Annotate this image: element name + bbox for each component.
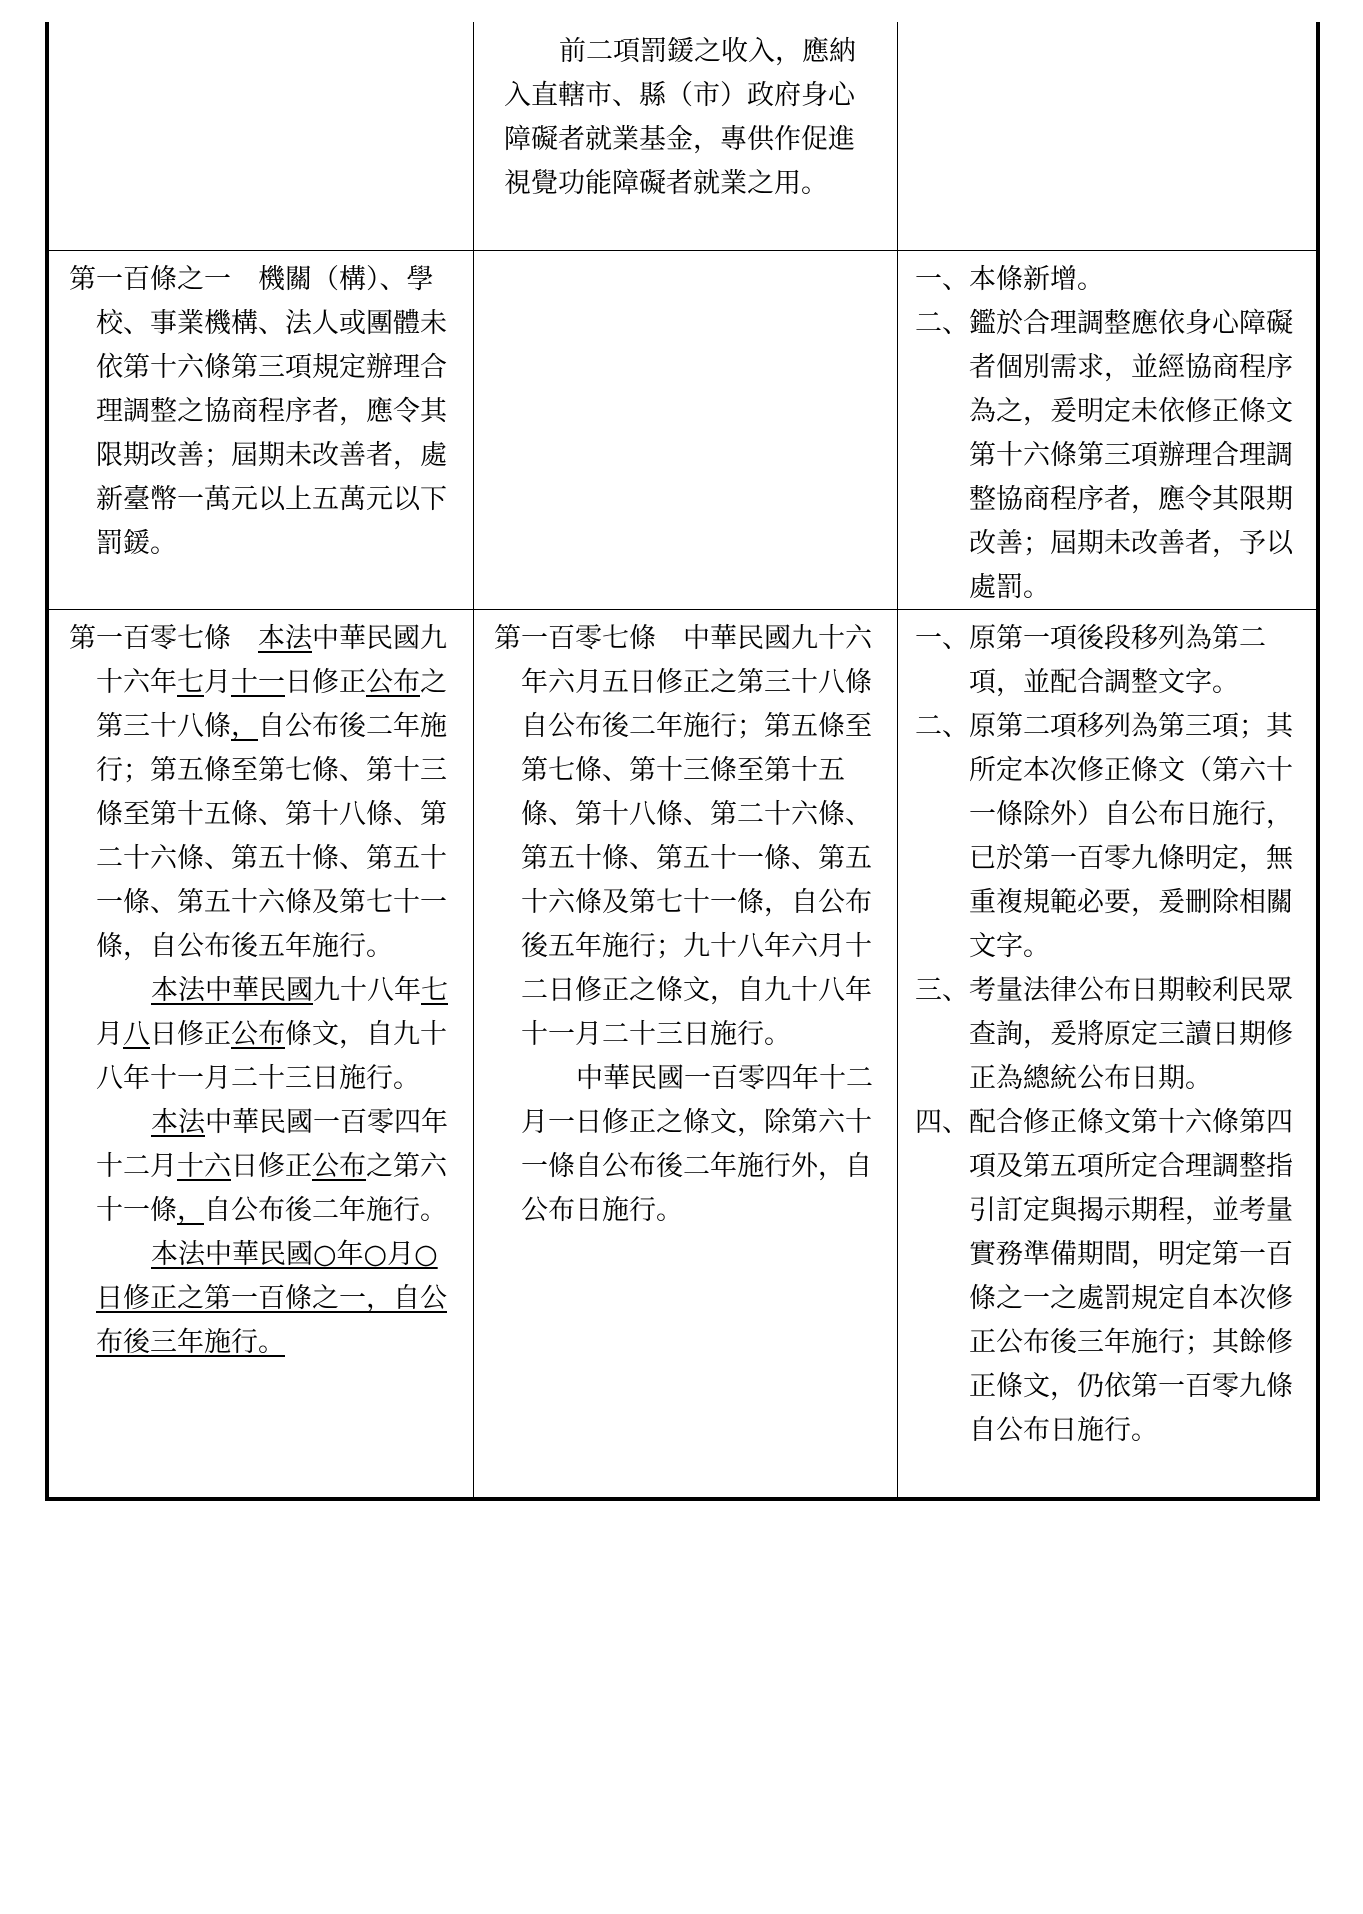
row2-notes-cell — [915, 258, 1310, 610]
current-text: 前二項罰鍰之收入，應納入直轄市、縣（市）政府身心障礙者就業基金，專供作促進視覺功能障礙者就業之用。 — [504, 36, 856, 199]
note-item: 一、本條新增。 — [915, 264, 1104, 295]
current-paragraph: 中華民國一百零四年十二月一日修正之條文，除第六十一條自公布後二年施行外，自公布日施行。 — [521, 1063, 873, 1226]
article-number: 第一百條之一 — [69, 264, 231, 295]
article-body: 機關（構）、學校、事業機構、法人或團體未依第十六條第三項規定辦理合理調整之協商程序者，應令其限期改善；屆期未改善者，處新臺幣一萬元以上五萬元以下罰鍰。 — [96, 264, 447, 559]
amend-text — [69, 258, 464, 566]
row3-amend-cell — [69, 617, 464, 1365]
amend-paragraph: 本法中華民國○年○月○日修正之第一百條之一，自公布後三年施行。 — [96, 1239, 447, 1358]
row1-current-cell — [504, 30, 859, 206]
column-divider — [473, 22, 474, 1497]
note-item: 二、原第二項移列為第三項；其所定本次修正條文（第六十一條除外）自公布日施行，已於第一百零九條明定，無重複規範必要，爰刪除相關文字。 — [915, 711, 1293, 962]
current-paragraph: 第一百零七條 中華民國九十六年六月五日修正之第三十八條自公布後二年施行；第五條至第七條、第十三條至第十五條、第十八條、第二十六條、第五十條、第五十一條、第五十六條及第七十一條，自公布後五年施行；九十八年六月十二日修正之條文，自九十八年十一月二十三日施行。 — [494, 623, 872, 1050]
amend-paragraph: 本法中華民國九十八年七月八日修正公布條文，自九十八年十一月二十三日施行。 — [96, 975, 448, 1094]
note-item: 二、鑑於合理調整應依身心障礙者個別需求，並經協商程序為之，爰明定未依修正條文第十六條第三項辦理合理調整協商程序者，應令其限期改善；屆期未改善者，予以處罰。 — [915, 308, 1293, 603]
comparison-table — [45, 22, 1320, 1501]
row2-amend-cell — [69, 258, 464, 566]
article-number: 第一百零七條 — [69, 623, 231, 654]
row3-notes-cell — [915, 617, 1310, 1453]
note-item: 三、考量法律公布日期較利民眾查詢，爰將原定三讀日期修正為總統公布日期。 — [915, 975, 1293, 1094]
row-divider — [49, 250, 1316, 251]
row3-current-cell — [494, 617, 884, 1233]
note-item: 一、原第一項後段移列為第二項，並配合調整文字。 — [915, 623, 1266, 698]
article-number: 第一百零七條 — [494, 623, 656, 654]
column-divider — [897, 22, 898, 1497]
amend-paragraph: 第一百零七條 本法中華民國九十六年七月十一日修正公布之第三十八條，自公布後二年施行；第五條至第七條、第十三條至第十五條、第十八條、第二十六條、第五十條、第五十一條、第五十六條及第七十一條，自公布後五年施行。 — [69, 623, 447, 962]
note-item: 四、配合修正條文第十六條第四項及第五項所定合理調整指引訂定與揭示期程，並考量實務準備期間，明定第一百條之一之處罰規定自本次修正公布後三年施行；其餘修正條文，仍依第一百零九條自公布日施行。 — [915, 1107, 1293, 1446]
amend-paragraph: 本法中華民國一百零四年十二月十六日修正公布之第六十一條，自公布後二年施行。 — [96, 1107, 448, 1226]
